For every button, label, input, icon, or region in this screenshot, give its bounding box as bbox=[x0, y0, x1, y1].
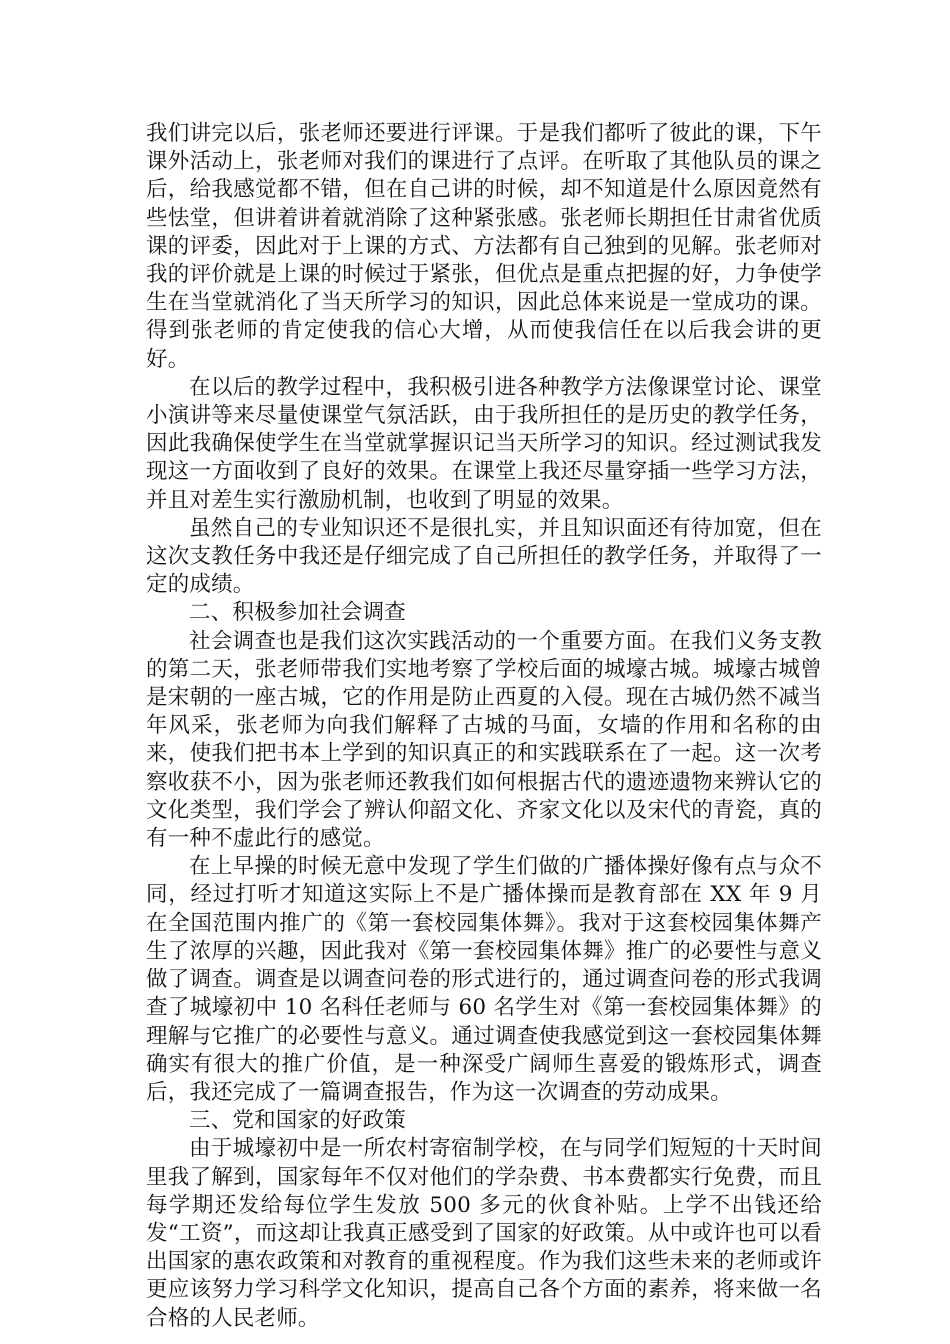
paragraph-teaching-results: 虽然自己的专业知识还不是很扎实，并且知识面还有待加宽，但在这次支教任务中我还是仔细完成了自己所担任的教学任务，并取得了一定的成绩。 bbox=[146, 515, 822, 598]
paragraph-ancient-city-visit: 社会调查也是我们这次实践活动的一个重要方面。在我们义务支教的第二天，张老师带我们实地考察了学校后面的城壕古城。城壕古城曾是宋朝的一座古城，它的作用是防止西夏的入侵。现在古城仍然不减当年风采，张老师为向我们解释了古城的马面，女墙的作用和名称的由来，使我们把书本上学到的知识真正的和实践联系在了一起。这一次考察收获不小，因为张老师还教我们如何根据古代的遗迹遗物来辨认它的文化类型，我们学会了辨认仰韶文化、齐家文化以及宋代的青瓷，真的有一种不虚此行的感觉。 bbox=[146, 628, 822, 852]
document-body bbox=[146, 120, 822, 1333]
paragraph-review-feedback: 我们讲完以后，张老师还要进行评课。于是我们都听了彼此的课，下午课外活动上，张老师对我们的课进行了点评。在听取了其他队员的课之后，给我感觉都不错，但在自己讲的时候，却不知道是什么原因竟然有些怯堂，但讲着讲着就消除了这种紧张感。张老师长期担任甘肃省优质课的评委，因此对于上课的方式、方法都有自己独到的见解。张老师对我的评价就是上课的时候过于紧张，但优点是重点把握的好，力争使学生在当堂就消化了当天所学习的知识，因此总体来说是一堂成功的课。得到张老师的肯定使我的信心大增，从而使我信任在以后我会讲的更好。 bbox=[146, 121, 822, 372]
section-heading-national-policy: 三、党和国家的好政策 bbox=[189, 1108, 407, 1134]
section-heading-social-survey: 二、积极参加社会调查 bbox=[189, 600, 407, 626]
paragraph-boarding-school-policy: 由于城壕初中是一所农村寄宿制学校，在与同学们短短的十天时间里我了解到，国家每年不仅对他们的学杂费、书本费都实行免费，而且每学期还发给每位学生发放 500 多元的伙食补贴。上学不出钱还给发“工资”，而这却让我真正感受到了国家的好政策。从中或许也可以看出国家的惠农政策和对教育的重视程度。作为我们这些未来的老师或许更应该努力学习科学文化知识，提高自己各个方面的素养，将来做一名合格的人民老师。 bbox=[146, 1136, 822, 1331]
paragraph-teaching-methods: 在以后的教学过程中，我积极引进各种教学方法像课堂讨论、课堂小演讲等来尽量使课堂气氛活跃，由于我所担任的是历史的教学任务，因此我确保使学生在当堂就掌握识记当天所学习的知识。经过测试我发现这一方面收到了良好的效果。在课堂上我还尽量穿插一些学习方法，并且对差生实行激励机制，也收到了明显的效果。 bbox=[146, 374, 822, 513]
paragraph-campus-dance-survey: 在上早操的时候无意中发现了学生们做的广播体操好像有点与众不同，经过打听才知道这实际上不是广播体操而是教育部在 XX 年 9 月在全国范围内推广的《第一套校园集体舞》。我对于这套校园集体舞产生了浓厚的兴趣，因此我对《第一套校园集体舞》推广的必要性与意义做了调查。调查是以调查问卷的形式进行的，通过调查问卷的形式我调查了城壕初中 10 名科任老师与 60 名学生对《第一套校园集体舞》的理解与它推广的必要性与意义。通过调查使我感觉到这一套校园集体舞确实有很大的推广价值，是一种深受广阔师生喜爱的锻炼形式，调查后，我还完成了一篇调查报告，作为这一次调查的劳动成果。 bbox=[146, 854, 822, 1105]
